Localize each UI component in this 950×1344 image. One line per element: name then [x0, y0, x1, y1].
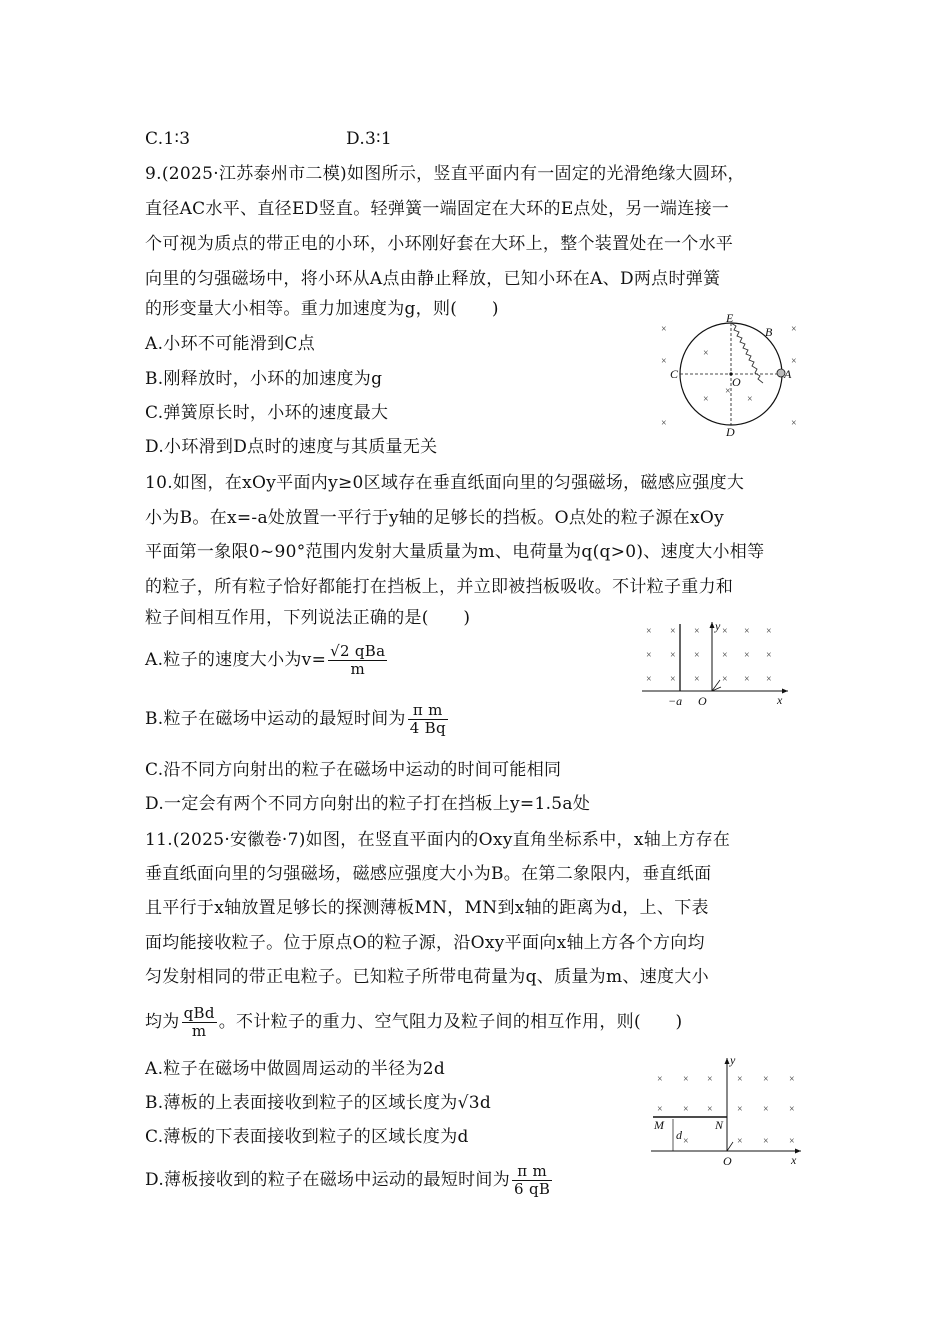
- q11-field-figure: [645, 1050, 810, 1170]
- svg-text:×: ×: [661, 324, 667, 335]
- q10-label-x: x: [777, 693, 783, 707]
- svg-text:×: ×: [763, 1136, 769, 1147]
- q10-option-c: C.沿不同方向射出的粒子在磁场中运动的时间可能相同: [145, 760, 562, 780]
- q9-stem-line-3: 个可视为质点的带正电的小环，小环刚好套在大环上，整个装置处在一个水平: [145, 234, 734, 254]
- svg-text:×: ×: [744, 674, 750, 685]
- svg-text:×: ×: [791, 356, 797, 367]
- q11-label-y: y: [730, 1053, 736, 1067]
- q10-field-crosses: [646, 626, 772, 685]
- q9-option-d: D.小环滑到D点时的速度与其质量无关: [145, 437, 438, 457]
- q10-field-figure: [640, 618, 800, 710]
- q11-stem-line-1: 11.(2025·安徽卷·7)如图，在竖直平面内的Oxy直角坐标系中，x轴上方存在: [145, 830, 731, 850]
- q9-ring-figure: [655, 310, 805, 440]
- svg-text:×: ×: [722, 650, 728, 661]
- svg-text:×: ×: [789, 1074, 795, 1085]
- q9-option-c: C.弹簧原长时，小环的速度最大: [145, 403, 389, 423]
- svg-text:×: ×: [694, 626, 700, 637]
- q10-option-b: B.粒子在磁场中运动的最短时间为 $\frac{\text{π m}}{4 Bq}$: [145, 701, 446, 737]
- q10-option-a: A.粒子的速度大小为v= $\frac{\text{√2 qBa}}{m}$: [145, 642, 386, 678]
- svg-text:×: ×: [763, 1074, 769, 1085]
- q10-stem-line-5: 粒子间相互作用，下列说法正确的是( ): [145, 608, 471, 628]
- q9-option-b: B.刚释放时，小环的加速度为g: [145, 369, 383, 389]
- svg-text:×: ×: [670, 674, 676, 685]
- svg-text:×: ×: [791, 324, 797, 335]
- q11-label-x: x: [791, 1153, 797, 1167]
- svg-text:×: ×: [703, 394, 709, 405]
- svg-text:×: ×: [703, 348, 709, 359]
- q10-stem-line-1: 10.如图，在xOy平面内y≥0区域存在垂直纸面向里的匀强磁场，磁感应强度大: [145, 473, 745, 493]
- svg-text:×: ×: [670, 626, 676, 637]
- q9-label-e: E: [726, 311, 734, 325]
- q11-stem-line-4: 面均能接收粒子。位于原点O的粒子源，沿Oxy平面向x轴上方各个方向均: [145, 933, 705, 953]
- q9-stem-line-5: 的形变量大小相等。重力加速度为g，则( ): [145, 299, 499, 319]
- q10-option-b-fraction: $\frac{\text{π m}}{4 Bq}$: [409, 701, 446, 737]
- q11-label-m: M: [654, 1118, 664, 1132]
- q10-option-a-fraction: $\frac{\text{√2 qBa}}{m}$: [330, 642, 386, 678]
- svg-text:×: ×: [646, 674, 652, 685]
- q11-option-c: C.薄板的下表面接收到粒子的区域长度为d: [145, 1127, 469, 1147]
- svg-text:×: ×: [646, 626, 652, 637]
- svg-text:×: ×: [766, 626, 772, 637]
- svg-text:×: ×: [744, 650, 750, 661]
- q11-stem-line-3: 且平行于x轴放置足够长的探测薄板MN，MN到x轴的距离为d，上、下表: [145, 898, 709, 918]
- svg-text:×: ×: [646, 650, 652, 661]
- svg-text:×: ×: [766, 674, 772, 685]
- svg-text:×: ×: [725, 386, 731, 397]
- q9-stem-line-2: 直径AC水平、直径ED竖直。轻弹簧一端固定在大环的E点处，另一端连接一: [145, 199, 730, 219]
- svg-text:×: ×: [661, 418, 667, 429]
- svg-text:×: ×: [789, 1136, 795, 1147]
- svg-text:×: ×: [737, 1104, 743, 1115]
- q8-option-c: C.1∶3: [145, 129, 191, 149]
- q11-label-n: N: [715, 1118, 724, 1132]
- q11-stem-line-6: 均为 $\frac{\text{qBd}}{m}$ 。不计粒子的重力、空气阻力及粒子间的相互作用，则( ): [145, 1004, 683, 1040]
- svg-text:×: ×: [707, 1104, 713, 1115]
- q9-label-d: D: [726, 425, 735, 439]
- q9-label-c: C: [670, 367, 679, 381]
- svg-text:×: ×: [789, 1104, 795, 1115]
- svg-text:×: ×: [744, 626, 750, 637]
- q11-speed-fraction: $\frac{\text{qBd}}{m}$: [183, 1004, 215, 1040]
- q10-label-o: O: [698, 694, 707, 708]
- q11-option-d: D.薄板接收到的粒子在磁场中运动的最短时间为 $\frac{\text{π m}}{6 qB}$: [145, 1162, 551, 1198]
- q11-stem-line-5: 匀发射相同的带正电粒子。已知粒子所带电荷量为q、质量为m、速度大小: [145, 967, 709, 987]
- q11-option-a: A.粒子在磁场中做圆周运动的半径为2d: [145, 1059, 446, 1079]
- q10-label-neg-a: −a: [668, 694, 683, 708]
- q9-label-o: O: [732, 375, 741, 389]
- svg-text:×: ×: [766, 650, 772, 661]
- q8-option-d: D.3∶1: [346, 129, 392, 149]
- svg-text:×: ×: [694, 674, 700, 685]
- q10-stem-line-2: 小为B。在x=-a处放置一平行于y轴的足够长的挡板。O点处的粒子源在xOy: [145, 508, 724, 528]
- svg-text:×: ×: [722, 626, 728, 637]
- q10-label-y: y: [715, 619, 721, 633]
- q10-stem-line-4: 的粒子，所有粒子恰好都能打在挡板上，并立即被挡板吸收。不计粒子重力和: [145, 577, 734, 597]
- svg-text:×: ×: [657, 1074, 663, 1085]
- q11-label-o: O: [723, 1154, 732, 1168]
- svg-text:×: ×: [747, 394, 753, 405]
- q9-option-a: A.小环不可能滑到C点: [145, 334, 315, 354]
- svg-text:×: ×: [722, 674, 728, 685]
- svg-text:×: ×: [683, 1136, 689, 1147]
- svg-text:×: ×: [791, 418, 797, 429]
- q10-stem-line-3: 平面第一象限0~90°范围内发射大量质量为m、电荷量为q(q>0)、速度大小相等: [145, 542, 765, 562]
- svg-text:×: ×: [737, 1074, 743, 1085]
- q9-label-a: A: [784, 367, 792, 381]
- q9-label-b: B: [765, 325, 773, 339]
- svg-text:×: ×: [670, 650, 676, 661]
- q9-field-crosses: [661, 324, 797, 429]
- q11-option-b: B.薄板的上表面接收到粒子的区域长度为√3d: [145, 1093, 492, 1113]
- q9-stem-line-1: 9.(2025·江苏泰州市二模)如图所示，竖直平面内有一固定的光滑绝缘大圆环，: [145, 164, 745, 184]
- q10-option-d: D.一定会有两个不同方向射出的粒子打在挡板上y=1.5a处: [145, 794, 591, 814]
- svg-text:×: ×: [737, 1136, 743, 1147]
- q9-stem-line-4: 向里的匀强磁场中，将小环从A点由静止释放，已知小环在A、D两点时弹簧: [145, 269, 721, 289]
- svg-text:×: ×: [763, 1104, 769, 1115]
- svg-text:×: ×: [683, 1074, 689, 1085]
- q11-label-d: d: [676, 1128, 682, 1142]
- svg-text:×: ×: [694, 650, 700, 661]
- svg-text:×: ×: [661, 356, 667, 367]
- q11-stem-line-2: 垂直纸面向里的匀强磁场，磁感应强度大小为B。在第二象限内，垂直纸面: [145, 864, 712, 884]
- svg-text:×: ×: [707, 1074, 713, 1085]
- svg-text:×: ×: [657, 1104, 663, 1115]
- svg-text:×: ×: [683, 1104, 689, 1115]
- q11-option-d-fraction: $\frac{\text{π m}}{6 qB}$: [514, 1162, 551, 1198]
